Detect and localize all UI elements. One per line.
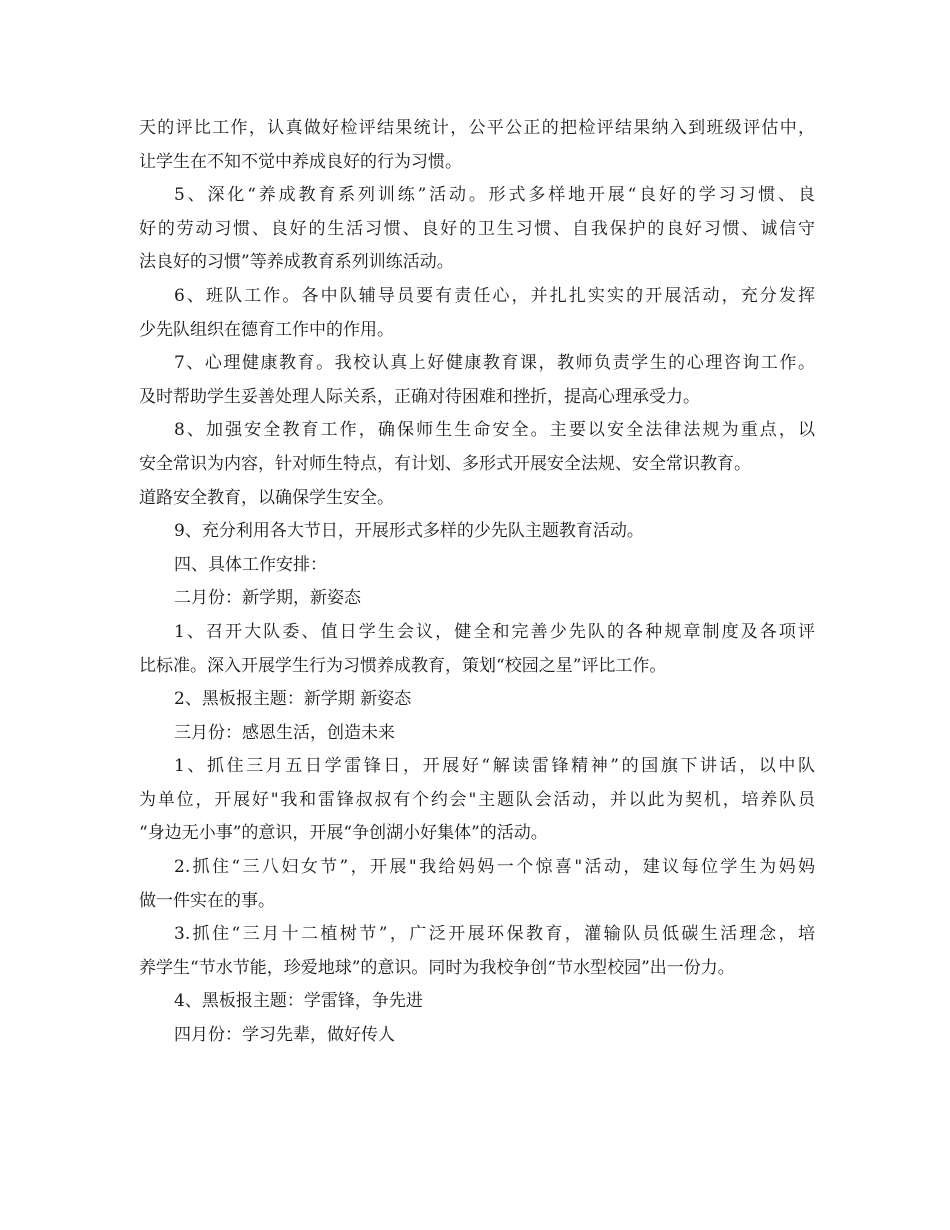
text-line: 做一件实在的事。 bbox=[139, 890, 275, 911]
text-line: 养学生“节水节能，珍爱地球”的意识。同时为我校争创“节水型校园”出一份力。 bbox=[139, 957, 735, 978]
paragraph-start-line: 8、加强安全教育工作，确保师生生命安全。主要以安全法律法规为重点，以 bbox=[174, 420, 815, 441]
paragraph-start-line: 5、深化“养成教育系列训练”活动。形式多样地开展“良好的学习习惯、良 bbox=[174, 185, 815, 206]
paragraph-line: 9、充分利用各大节日，开展形式多样的少先队主题教育活动。 bbox=[174, 521, 644, 542]
month-heading: 二月份：新学期，新姿态 bbox=[174, 588, 361, 609]
text-line: 为单位，开展好"我和雷锋叔叔有个约会"主题队会活动，并以此为契机，培养队员 bbox=[139, 789, 815, 810]
paragraph-start-line: 1、抓住三月五日学雷锋日，开展好“解读雷锋精神”的国旗下讲话，以中队 bbox=[174, 756, 815, 777]
section-heading: 四、具体工作安排： bbox=[174, 554, 327, 575]
text-line: 好的劳动习惯、良好的生活习惯、良好的卫生习惯、自我保护的良好习惯、诚信守 bbox=[139, 218, 815, 239]
text-line: 安全常识为内容，针对师生特点，有计划、多形式开展安全法规、安全常识教育。 bbox=[139, 453, 751, 474]
text-line: 少先队组织在德育工作中的作用。 bbox=[139, 319, 394, 340]
paragraph-start-line: 1、召开大队委、值日学生会议，健全和完善少先队的各种规章制度及各项评 bbox=[174, 621, 815, 642]
month-heading: 四月份：学习先辈，做好传人 bbox=[174, 1025, 395, 1046]
paragraph-start-line: 2.抓住“三八妇女节”，开展"我给妈妈一个惊喜"活动，建议每位学生为妈妈 bbox=[174, 857, 815, 878]
paragraph-start-line: 3.抓住“三月十二植树节”，广泛开展环保教育，灌输队员低碳生活理念，培 bbox=[174, 924, 815, 945]
document-body bbox=[139, 112, 815, 1053]
month-heading: 三月份：感恩生活，创造未来 bbox=[174, 722, 395, 743]
text-line: 法良好的习惯”等养成教育系列训练活动。 bbox=[139, 252, 454, 273]
text-line: 道路安全教育，以确保学生安全。 bbox=[139, 487, 394, 508]
text-line: 及时帮助学生妥善处理人际关系，正确对待困难和挫折，提高心理承受力。 bbox=[139, 386, 700, 407]
paragraph-line: 2、黑板报主题：新学期 新姿态 bbox=[174, 689, 412, 710]
paragraph-line: 4、黑板报主题：学雷锋，争先进 bbox=[174, 991, 423, 1012]
paragraph-start-line: 7、心理健康教育。我校认真上好健康教育课，教师负责学生的心理咨询工作。 bbox=[174, 353, 815, 374]
paragraph-start-line: 6、班队工作。各中队辅导员要有责任心，并扎扎实实的开展活动，充分发挥 bbox=[174, 285, 815, 306]
text-line: 天的评比工作，认真做好检评结果统计，公平公正的把检评结果纳入到班级评估中， bbox=[139, 118, 815, 138]
text-line: “身边无小事”的意识，开展“争创湖小好集体”的活动。 bbox=[139, 823, 548, 844]
text-line: 比标准。深入开展学生行为习惯养成教育，策划“校园之星”评比工作。 bbox=[139, 655, 667, 676]
text-line: 让学生在不知不觉中养成良好的行为习惯。 bbox=[139, 151, 462, 172]
